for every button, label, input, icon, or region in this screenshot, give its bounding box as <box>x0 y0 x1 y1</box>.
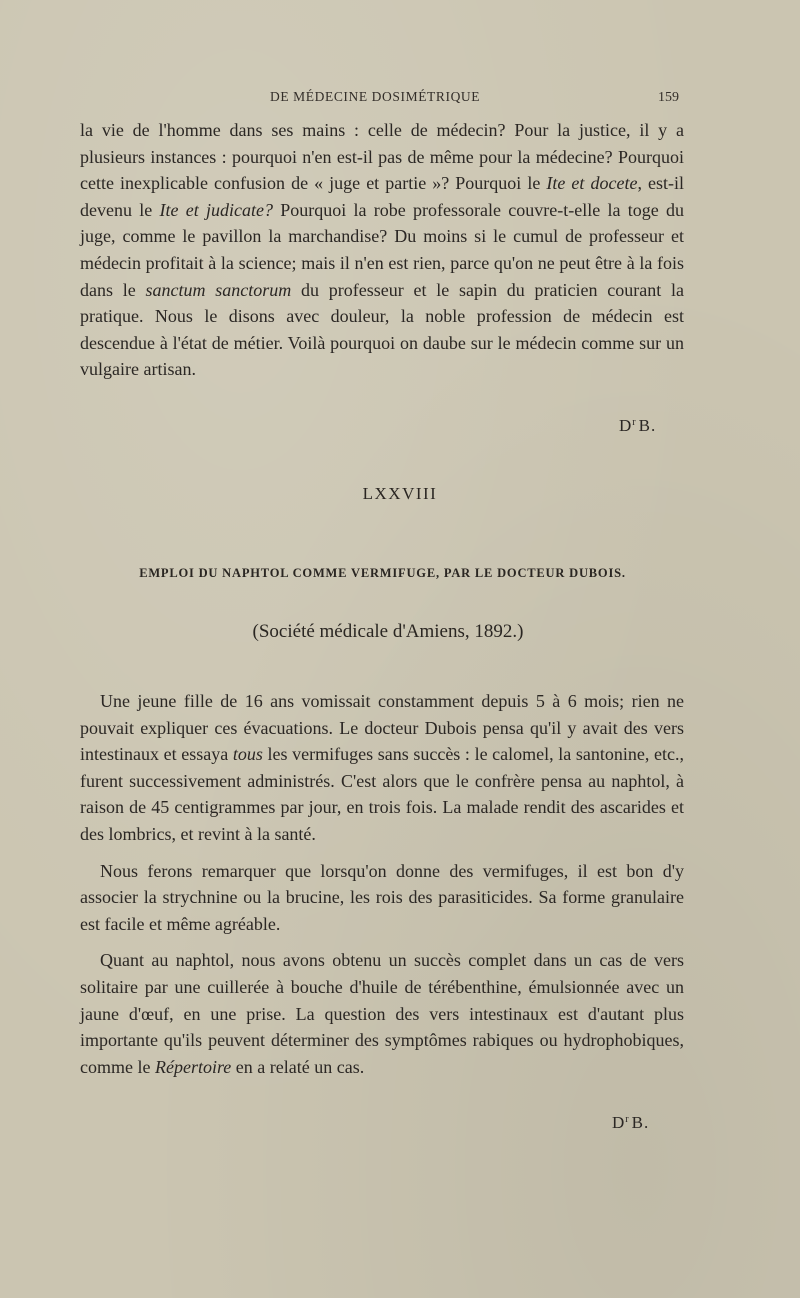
paragraph-1: Une jeune fille de 16 ans vomissait constamment depuis 5 à 6 mois; rien ne pouvait expliquer ces évacuations. Le docteur Dubois pensa qu'il y avait des vers intestinaux et essaya tous les vermifuges sans succès : le calomel, la santonine, etc., furent successivement administrés. C'est alors que le confrère pensa au naphtol, à raison de 45 centigrammes par jour, en trois fois. La malade rendit des ascarides et des lombrics, et revint à la santé. <box>80 691 684 844</box>
emphasis: tous <box>232 744 263 765</box>
running-head: DE MÉDECINE DOSIMÉTRIQUE <box>270 89 481 104</box>
page-number: 159 <box>658 90 679 105</box>
paragraph-2: Nous ferons remarquer que lorsqu'on donne des vermifuges, il est bon d'y associer la strychnine ou la brucine, les rois des parasiticides. Sa forme granulaire est facile et même agréable. <box>80 860 684 934</box>
article-source: (Société médicale d'Amiens, 1892.) <box>252 621 524 642</box>
latin-phrase: sanctum sanctorum <box>145 279 292 300</box>
latin-phrase: Ite et docete <box>546 173 638 194</box>
author-signature: $D^r$ B. <box>619 416 657 435</box>
article-number: LXXVIII <box>362 484 438 503</box>
author-signature: $D^r$ B. <box>612 1113 650 1132</box>
emphasis: Répertoire <box>154 1056 232 1077</box>
paragraph-3: Quant au naphtol, nous avons obtenu un succès complet dans un cas de vers solitaire par une cuillerée à bouche d'huile de térébenthine, émulsionnée avec un jaune d'œuf, en une prise. La question des vers intestinaux est d'autant plus importante qu'ils peuvent déterminer des symptômes rabiques ou hydrophobiques, comme le Répertoire en a relaté un cas. <box>80 950 684 1077</box>
article-body <box>80 688 684 1080</box>
closing-paragraph <box>80 117 684 383</box>
latin-phrase: Ite et judicate? <box>159 199 273 220</box>
article-title: EMPLOI DU NAPHTOL COMME VERMIFUGE, PAR LE DOCTEUR DUBOIS. <box>139 566 626 580</box>
paragraph-text: la vie de l'homme dans ses mains : celle de médecin? Pour la justice, il y a plusieurs instances : pourquoi n'en est-il pas de même pour la médecine? Pourquoi cette inexplicable confusion de « juge et partie »? Pourquoi le Ite et docete, est-il devenu le Ite et judicate? Pourquoi la robe professorale couvre-t-elle la toge du juge, comme le pavillon la marchandise? Du moins si le cumul de professeur et médecin profitait à la science; mais il n'en est rien, parce qu'on ne peut être à la fois dans le sanctum sanctorum du professeur et le sapin du praticien courant la pratique. Nous le disons avec douleur, la noble profession de médecin est descendue à l'état de métier. Voilà pourquoi on daube sur le médecin comme sur un vulgaire artisan. <box>80 120 685 380</box>
